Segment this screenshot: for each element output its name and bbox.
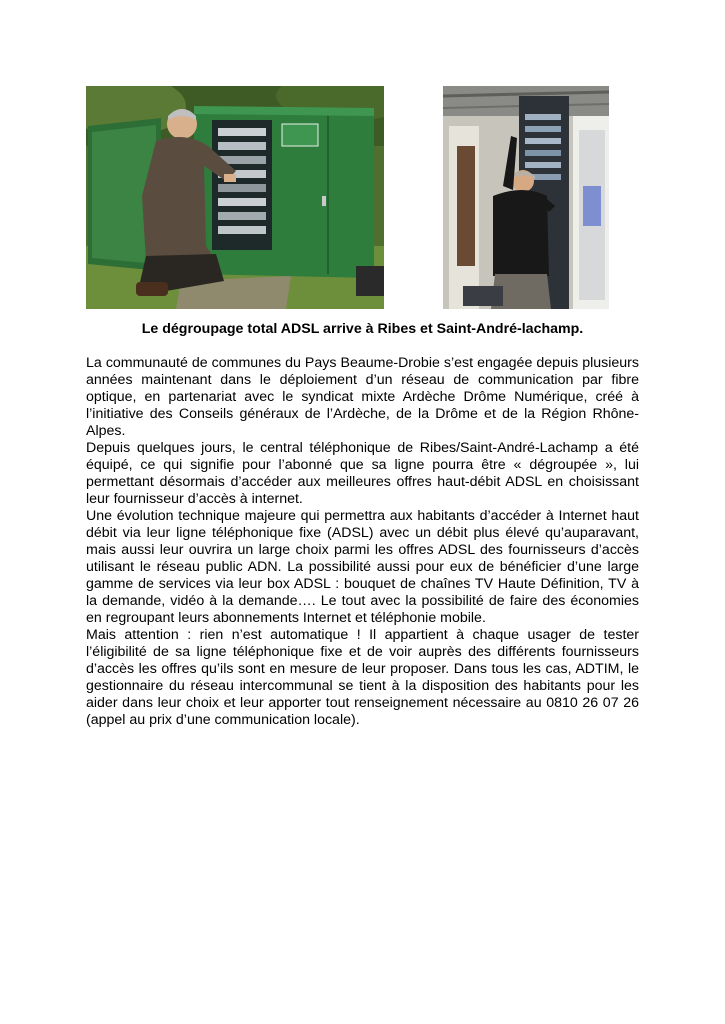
article-title: Le dégroupage total ADSL arrive à Ribes et Saint-André-lachamp.	[141, 321, 584, 337]
paragraph: La communauté de communes du Pays Beaume-Drobie s’est engagée depuis plusieurs années maintenant dans le déploiement d’un réseau de communication par fibre optique, en partenariat avec le syndicat mixte Ardèche Drôme Numérique, créé à l’initiative des Conseils généraux de l’Ardèche, de la Drôme et de la Région Rhône-Alpes.	[86, 355, 639, 439]
photo-equipment-room	[443, 86, 609, 309]
paragraph: Une évolution technique majeure qui permettra aux habitants d’accéder à Internet haut débit via leur ligne téléphonique fixe (ADSL) avec un débit plus élevé qu’auparavant, mais aussi leur ouvrira un large choix parmi les offres ADSL des fournisseurs d’accès utilisant le réseau public ADN. La possibilité aussi pour eux de bénéficier d’une large gamme de services via leur box ADSL : bouquet de chaînes TV Haute Définition, TV à la demande, vidéo à la demande…. Le tout avec la possibilité de faire des économies en regroupant leurs abonnements Internet et téléphonie mobile.	[86, 508, 639, 626]
article-body	[86, 355, 639, 729]
paragraph: Depuis quelques jours, le central téléphonique de Ribes/Saint-André-Lachamp a été équipé, ce qui signifie pour l’abonné que sa ligne pourra être « dégroupée », lui permettant désormais d’accéder aux meilleures offres haut-débit ADSL en choisissant leur fournisseur d’accès à internet.	[86, 440, 639, 507]
paragraph: Mais attention : rien n’est automatique ! Il appartient à chaque usager de tester l’éligibilité de sa ligne téléphonique fixe et de voir auprès des différents fournisseurs d’accès les offres qu’ils sont en mesure de leur proposer. Dans tous les cas, ADTIM, le gestionnaire du réseau intercommunal se tient à la disposition des habitants pour les aider dans leur choix et leur apporter tout renseignement nécessaire au 0810 26 07 26 (appel au prix d’une communication locale).	[86, 627, 639, 728]
photo-street-cabinet	[86, 86, 384, 309]
